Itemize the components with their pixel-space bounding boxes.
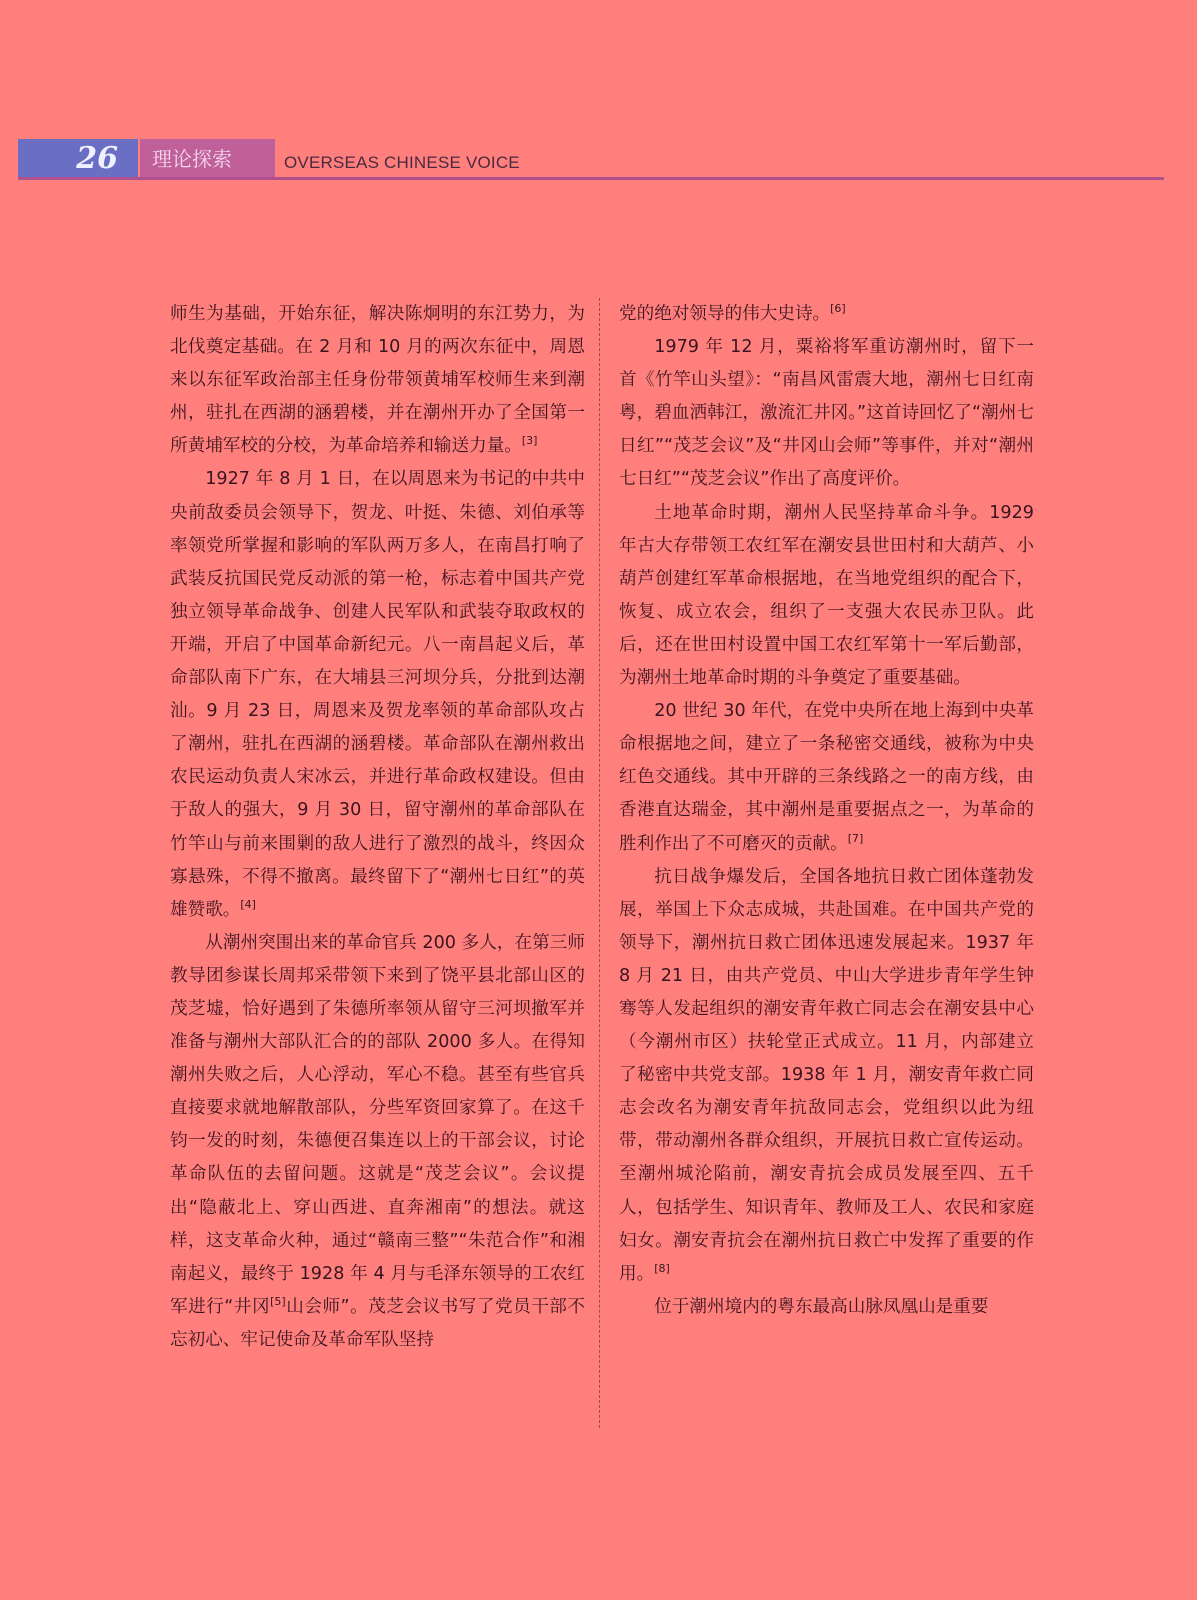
paragraph: 1927 年 8 月 1 日，在以周恩来为书记的中共中央前敌委员会领导下，贺龙、叶挺、朱德、刘伯承等率领党所掌握和影响的军队两万多人，在南昌打响了武装反抗国民党反动派的第一枪，标志着中国共产党独立领导革命战争、创建人民军队和武装夺取政权的开端，开启了中国革命新纪元。八一南昌起义后，革命部队南下广东，在大埔县三河坝分兵，分批到达潮汕。9 月 23 日，周恩来及贺龙率领的革命部队攻占了潮州，驻扎在西湖的涵碧楼。革命部队在潮州救出农民运动负责人宋冰云，并进行革命政权建设。但由于敌人的强大，9 月 30 日，留守潮州的革命部队在竹竿山与前来围剿的敌人进行了激烈的战斗，终因众寡悬殊，不得不撤离。最终留下了“潮州七日红”的英雄赞歌。[4] bbox=[170, 469, 585, 920]
paragraph: 从潮州突围出来的革命官兵 200 多人，在第三师教导团参谋长周邦采带领下来到了饶平县北部山区的茂芝墟，恰好遇到了朱德所率领从留守三河坝撤军并准备与潮州大部队汇合的的部队 2000 多人。在得知潮州失败之后，人心浮动，军心不稳。甚至有些官兵直接要求就地解散部队，分些军资回家算了。在这千钧一发的时刻，朱德便召集连以上的干部会议，讨论革命队伍的去留问题。这就是“茂芝会议”。会议提出“隐蔽北上、穿山西进、直奔湘南”的想法。就这样，这支革命火种，通过“赣南三整”“朱范合作”和湘南起义，最终于 1928 年 4 月与毛泽东领导的工农红军进行“井冈[5]山会师”。茂芝会议书写了党员干部不忘初心、牢记使命及革命军队坚持 bbox=[170, 932, 585, 1350]
column-divider bbox=[599, 298, 600, 1428]
citation: [5] bbox=[270, 1294, 286, 1308]
citation: [7] bbox=[847, 831, 864, 845]
right-column bbox=[619, 298, 1034, 1324]
citation: [8] bbox=[654, 1261, 670, 1275]
left-column bbox=[170, 298, 585, 1357]
page-number: 26 bbox=[18, 139, 138, 179]
paragraph: 20 世纪 30 年代，在党中央所在地上海到中央革命根据地之间，建立了一条秘密交通线，被称为中央红色交通线。其中开辟的三条线路之一的南方线，由香港直达瑞金，其中潮州是重要据点之一，为革命的胜利作出了不可磨灭的贡献。[7] bbox=[619, 701, 1034, 854]
paragraph: 党的绝对领导的伟大史诗。[6] bbox=[619, 302, 846, 324]
section-title: 理论探索 bbox=[140, 139, 275, 179]
paragraph: 师生为基础，开始东征，解决陈炯明的东江势力，为北伐奠定基础。在 2 月和 10 月的两次东征中，周恩来以东征军政治部主任身份带领黄埔军校师生来到潮州，驻扎在西湖的涵碧楼，并在潮州开办了全国第一所黄埔军校的分校，为革命培养和输送力量。[3] bbox=[170, 304, 585, 457]
page-header bbox=[18, 139, 1164, 181]
paragraph: 1979 年 12 月，粟裕将军重访潮州时，留下一首《竹竿山头望》：“南昌风雷震大地，潮州七日红南粤，碧血洒韩江，激流汇井冈。”这首诗回忆了“潮州七日红”“茂芝会议”及“井冈山会师”等事件，并对“潮州七日红”“茂芝会议”作出了高度评价。 bbox=[619, 337, 1034, 490]
magazine-title: OVERSEAS CHINESE VOICE bbox=[284, 153, 520, 172]
paragraph: 位于潮州境内的粤东最高山脉凤凰山是重要 bbox=[654, 1296, 989, 1317]
header-rule bbox=[18, 177, 1164, 180]
citation: [3] bbox=[521, 434, 538, 448]
citation: [4] bbox=[240, 897, 256, 911]
paragraph: 抗日战争爆发后，全国各地抗日救亡团体蓬勃发展，举国上下众志成城，共赴国难。在中国共产党的领导下，潮州抗日救亡团体迅速发展起来。1937 年 8 月 21 日，由共产党员、中山大学进步青年学生钟骞等人发起组织的潮安青年救亡同志会在潮安县中心（今潮州市区）扶轮堂正式成立。11 月，内部建立了秘密中共党支部。1938 年 1 月，潮安青年救亡同志会改名为潮安青年抗敌同志会，党组织以此为纽带，带动潮州各群众组织，开展抗日救亡宣传运动。至潮州城沦陷前，潮安青抗会成员发展至四、五千人，包括学生、知识青年、教师及工人、农民和家庭妇女。潮安青抗会在潮州抗日救亡中发挥了重要的作用。[8] bbox=[619, 866, 1034, 1284]
paragraph: 土地革命时期，潮州人民坚持革命斗争。1929 年古大存带领工农红军在潮安县世田村和大葫芦、小葫芦创建红军革命根据地，在当地党组织的配合下，恢复、成立农会，组织了一支强大农民赤卫队。此后，还在世田村设置中国工农红军第十一军后勤部，为潮州土地革命时期的斗争奠定了重要基础。 bbox=[619, 502, 1034, 689]
citation: [6] bbox=[830, 302, 846, 316]
